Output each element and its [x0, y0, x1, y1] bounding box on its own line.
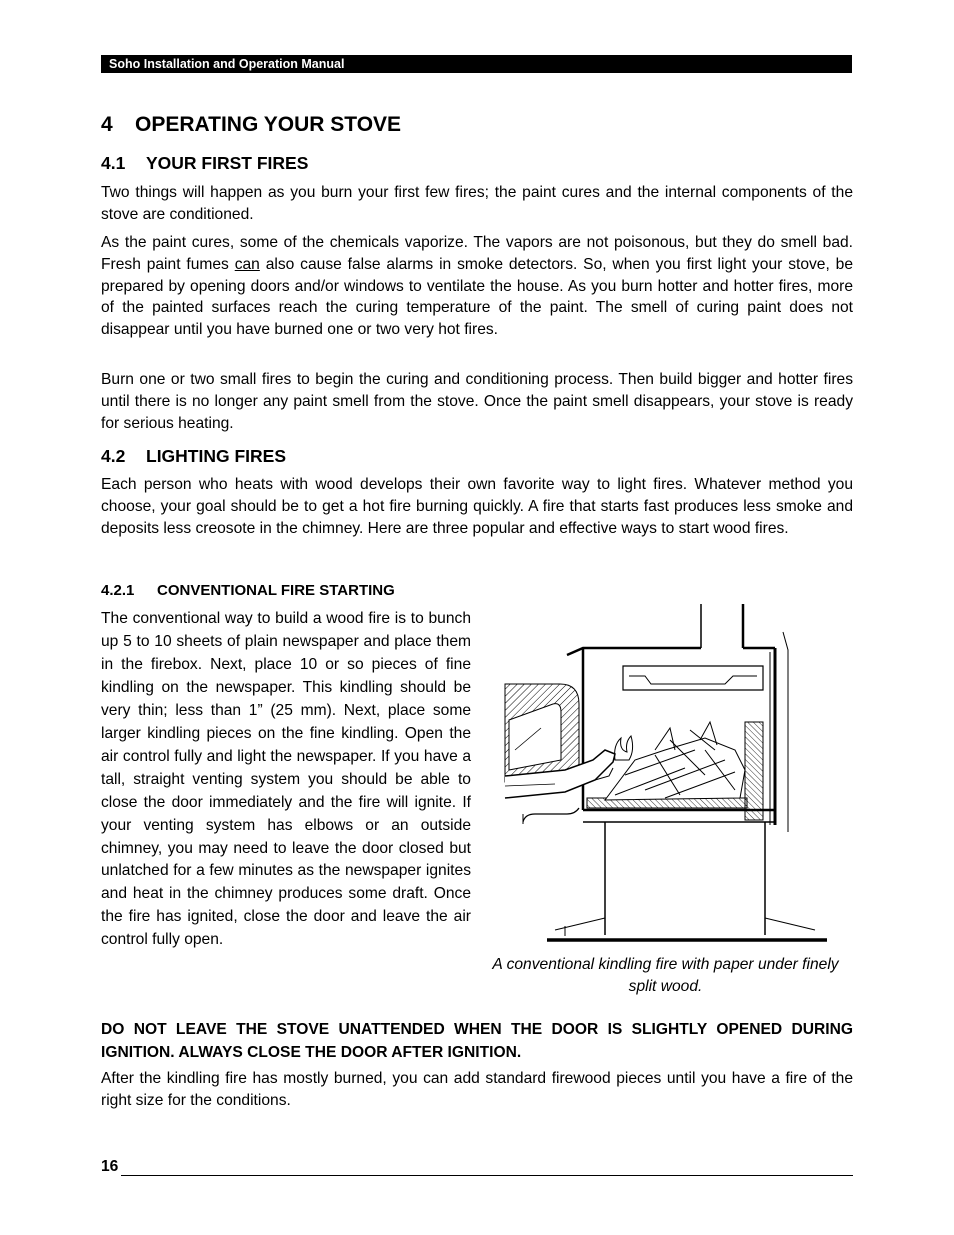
section-number: 4 [101, 113, 113, 136]
header-title: Soho Installation and Operation Manual [109, 57, 345, 71]
subsubsection-number: 4.2.1 [101, 582, 135, 599]
running-header [101, 55, 852, 73]
paragraph-text: also cause false alarms in smoke detectors. So, when you first light your stove, be prepared by opening doors and/or windows to ventilate the house. As you burn hotter and hotter fires, more of the painted surfaces reach the curing temperature of the paint. The smell of curing paint does not disappear until you have burned one or two very hot fires. [101, 255, 853, 339]
paragraph-paint-cures [101, 232, 853, 341]
subsection-title: LIGHTING FIRES [146, 446, 286, 466]
paragraph-curing-process: Burn one or two small fires to begin the curing and conditioning process. Then build bigger and hotter fires until there is no longer any paint smell from the stove. Once the paint smell disappears, your stove is ready for serious heating. [101, 371, 853, 432]
subsection-heading-4-2 [101, 446, 286, 467]
paragraph-conventional-fire: The conventional way to build a wood fire is to bunch up 5 to 10 sheets of plain newspaper and place them in the firebox. Next, place 10 or so pieces of fine kindling on the newspaper. This kindling should be very thin; less than 1” (25 mm). Next, place some larger kindling pieces on the fine kindling. Open the air control fully and light the newspaper. If you have a tall, straight venting system you should be able to close the door immediately and the fire will ignite. If your venting system has elbows or an outside chimney, you may need to leave the door closed but unlatched for a few minutes as the newspaper ignites and heat in the chimney produces some draft. Once the fire has ignited, close the door and leave the air control fully open. [101, 610, 471, 949]
figure-caption: A conventional kindling fire with paper under finely split wood. [492, 956, 839, 995]
section-title: OPERATING YOUR STOVE [135, 113, 402, 136]
subsubsection-heading-4-2-1 [101, 582, 395, 599]
page-number: 16 [101, 1158, 119, 1175]
footer-rule [121, 1175, 853, 1176]
page-footer [101, 1158, 853, 1180]
underlined-word: can [234, 255, 260, 273]
paragraph-first-fires-intro: Two things will happen as you burn your first few fires; the paint cures and the internal components of the stove are conditioned. [101, 184, 853, 223]
paragraph-lighting-fires: Each person who heats with wood develops their own favorite way to light fires. Whatever method you choose, your goal should be to get a hot fire burning quickly. A fire that starts fast produces less smoke and deposits less creosote in the chimney. Here are three popular and effective ways to start wood fires. [101, 476, 853, 537]
section-heading [101, 113, 401, 137]
paragraph-after-kindling: After the kindling fire has mostly burned, you can add standard firewood pieces until you have a fire of the right size for the conditions. [101, 1070, 853, 1109]
paragraph-text: As the paint cures, some of the chemicals vaporize. The vapors are not poisonous, but they do smell bad. Fresh paint fumes [101, 234, 853, 273]
subsection-number: 4.1 [101, 153, 126, 173]
subsection-heading-4-1 [101, 153, 308, 174]
subsection-title: YOUR FIRST FIRES [146, 153, 309, 173]
subsubsection-title: CONVENTIONAL FIRE STARTING [157, 582, 395, 599]
stove-kindling-illustration [495, 600, 840, 945]
subsection-number: 4.2 [101, 446, 126, 466]
warning-text: DO NOT LEAVE THE STOVE UNATTENDED WHEN THE DOOR IS SLIGHTLY OPENED DURING IGNITION. ALWAYS CLOSE THE DOOR AFTER IGNITION. [101, 1021, 853, 1061]
